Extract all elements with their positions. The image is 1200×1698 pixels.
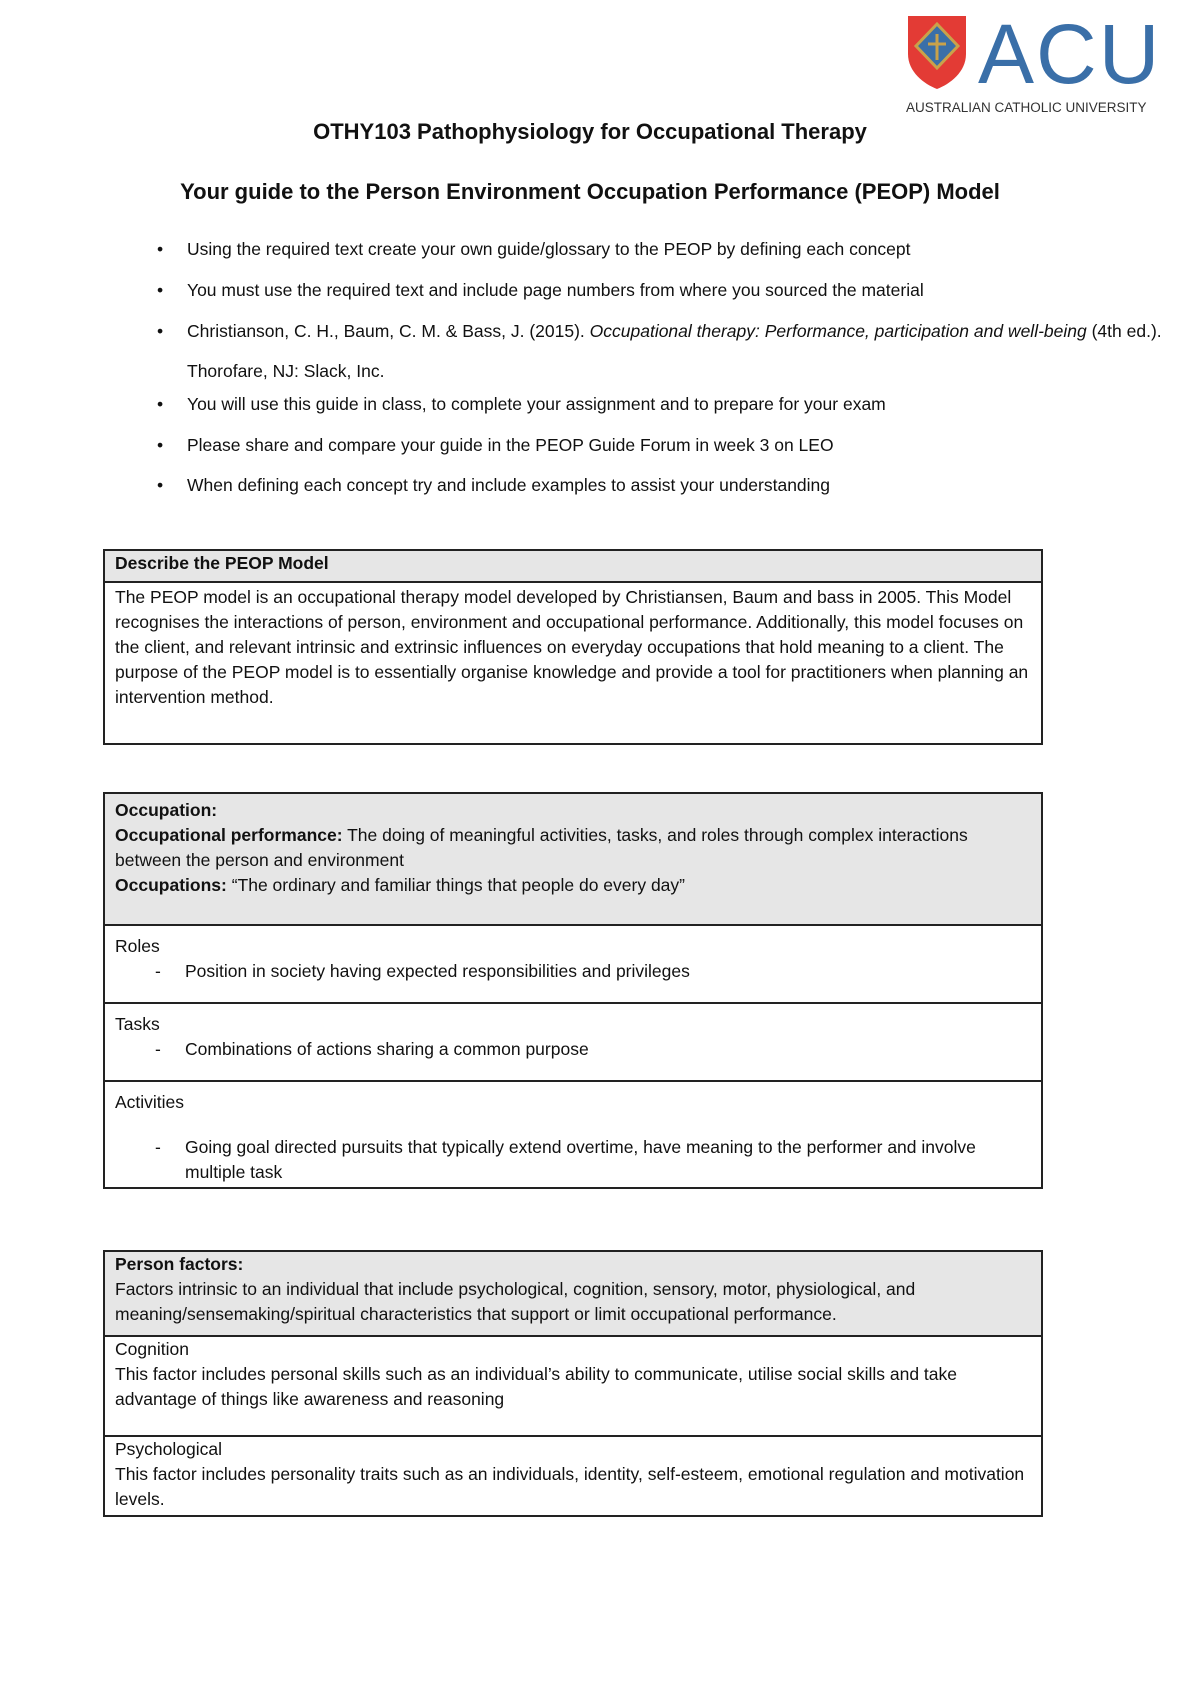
list-item: • Using the required text create your own guide/glossary to the PEOP by defining each concept: [157, 236, 1167, 277]
header-text: Occupation:: [115, 800, 218, 820]
instruction-list: [157, 236, 1167, 513]
row-item: - Going goal directed pursuits that typically extend overtime, have meaning to the performer and involve multiple task: [115, 1135, 1031, 1185]
list-item: • When defining each concept try and include examples to assist your understanding: [157, 472, 1167, 513]
person-factors-table: [103, 1250, 1043, 1517]
row-label: Tasks: [115, 1014, 160, 1034]
header-text: Describe the PEOP Model: [115, 553, 329, 573]
occupation-table: [103, 792, 1043, 1189]
acu-logo: [906, 7, 1196, 120]
row-item: - Position in society having expected responsibilities and privileges: [115, 959, 1031, 984]
list-item: • Please share and compare your guide in the PEOP Guide Forum in week 3 on LEO: [157, 432, 1167, 473]
row-label: Activities: [115, 1092, 185, 1112]
list-item: • You will use this guide in class, to complete your assignment and to prepare for your exam: [157, 391, 1167, 432]
label: Occupations:: [115, 875, 227, 895]
peop-model-table: [103, 549, 1043, 745]
definition: The doing of meaningful activities, tasks, and roles through complex interactions between the person and environment: [115, 825, 968, 870]
definition: Factors intrinsic to an individual that include psychological, cognition, sensory, motor, physiological, and meaning/sensemaking/spiritual characteristics that support or limit occupational performance.: [115, 1279, 916, 1324]
label: Occupational performance:: [115, 825, 343, 845]
ref-rest: (4th ed.). Thorofare, NJ: Slack, Inc.: [187, 321, 1162, 381]
definition: “The ordinary and familiar things that people do every day”: [226, 875, 685, 895]
logo-wordmark: ACU: [978, 7, 1162, 101]
table-row: The PEOP model is an occupational therapy model developed by Christiansen, Baum and bass in 2005. This Model recognises the interactions of person, environment and occupational performance. Additionally, this model focuses on the client, and relevant intrinsic and extrinsic influences on everyday occupations that hold meaning to a client. The purpose of the PEOP model is to essentially organise knowledge and provide a tool for practitioners when planning an intervention method.: [105, 581, 1041, 743]
table-row: [105, 1435, 1041, 1515]
logo-university-name: AUSTRALIAN CATHOLIC UNIVERSITY: [906, 100, 1147, 115]
table-header: [105, 794, 1041, 924]
table-row: [105, 1335, 1041, 1435]
list-item: • You must use the required text and include page numbers from where you sourced the material: [157, 277, 1167, 318]
row-text: This factor includes personal skills such as an individual’s ability to communicate, utilise social skills and take advantage of things like awareness and reasoning: [115, 1364, 958, 1409]
row-label: Roles: [115, 936, 160, 956]
row-item: - Combinations of actions sharing a common purpose: [115, 1037, 1031, 1062]
ref-book: Occupational therapy: Performance, participation and well-being: [589, 321, 1087, 341]
row-label: Psychological: [115, 1439, 222, 1459]
page-title: OTHY103 Pathophysiology for Occupational Therapy: [313, 119, 867, 144]
table-header: [105, 1252, 1041, 1335]
table-row: [105, 1002, 1041, 1080]
table-row: [105, 924, 1041, 1002]
shield-icon: [906, 14, 968, 90]
row-text: This factor includes personality traits such as an individuals, identity, self-esteem, emotional regulation and motivation levels.: [115, 1464, 1025, 1509]
page-subtitle: Your guide to the Person Environment Occupation Performance (PEOP) Model: [180, 179, 1000, 204]
ref-authors: Christianson, C. H., Baum, C. M. & Bass, J. (2015).: [187, 321, 590, 341]
table-row: [105, 1080, 1041, 1187]
row-label: Cognition: [115, 1339, 189, 1359]
table-header: [105, 551, 1041, 581]
header-text: Person factors:: [115, 1254, 244, 1274]
list-item-reference: [157, 311, 1167, 391]
